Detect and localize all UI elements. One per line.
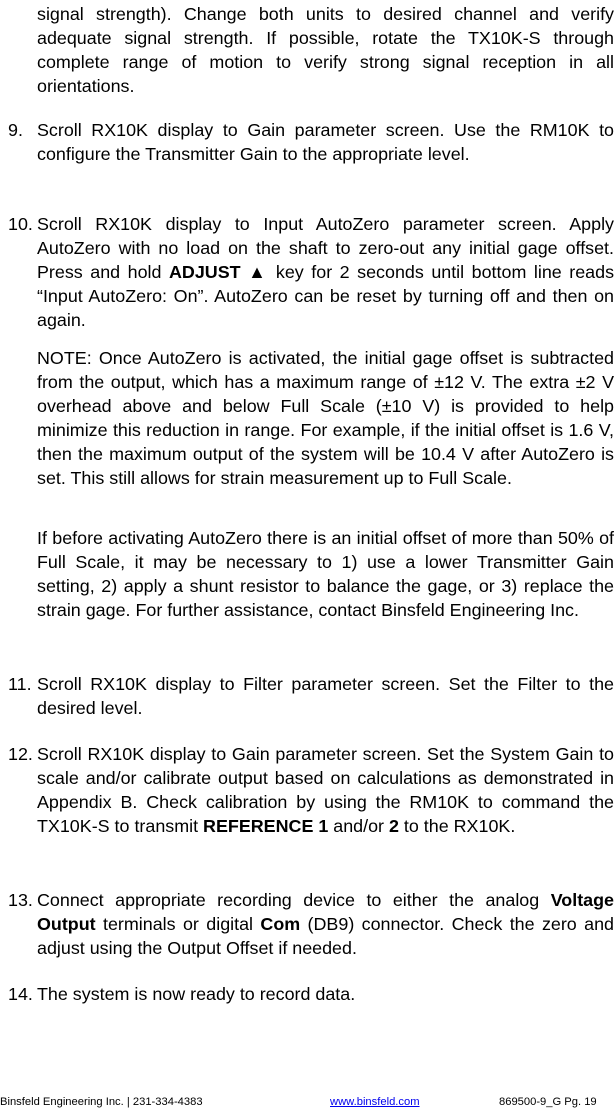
- page-footer: [0, 1094, 614, 1110]
- company-contact: Binsfeld Engineering Inc. | 231-334-4383: [0, 1096, 203, 1108]
- document-page: signal strength). Change both units to desired channel and verify adequate signal strength. If possible, rotate the TX10K-S through complete range of motion to verify strong signal reception in all orientations. 9. Scroll RX10K display to Gain parameter screen. Use the RM10K to configure the Transmitter Gain to the appropriate level. 10. Scroll RX10K display to Input AutoZero parameter screen. Apply AutoZero with no load on the shaft to zero-out any initial gage offset. Press and hold ADJUST ▲ key for 2 seconds until bottom line reads “Input AutoZero: On”. AutoZero can be reset by turning off and then on again. NOTE: Once AutoZero is activated, the initial gage offset is subtracted from the output, which has a maximum range of ±12 V. The extra ±2 V overhead above and below Full Scale (±10 V) is provided to help minimize this reduction in range. For example, if the initial offset is 1.6 V, then the maximum output of the system will be 10.4 V after AutoZero is set. This still allows for strain measurement up to Full Scale. If before activating AutoZero there is an initial offset of more than 50% of Full Scale, it may be necessary to 1) use a lower Transmitter Gain setting, 2) apply a shunt resistor to balance the gage, or 3) replace the strain gage. For further assistance, contact Binsfeld Engineering Inc. 11. Scroll RX10K display to Filter parameter screen. Set the Filter to the desired level. 12. Scroll RX10K display to Gain parameter screen. Set the System Gain to scale and/or calibrate output based on calculations as demonstrated in Appendix B. Check calibration by using the RM10K to command the TX10K-S to transmit REFERENCE 1 and/or 2 to the RX10K. 13. Connect appropriate recording device to either the analog Voltage Output terminals or digital Com (DB9) connector. Check the zero and adjust using the Output Offset if needed. 14. The system is now ready to record data. Binsfeld Engineering Inc. | 231-334-4383 www.binsfeld.com 869500-9_G Pg. 19: [0, 4, 614, 1108]
- page-number: 869500-9_G Pg. 19: [499, 1096, 597, 1108]
- website-link[interactable]: www.binsfeld.com: [330, 1096, 420, 1108]
